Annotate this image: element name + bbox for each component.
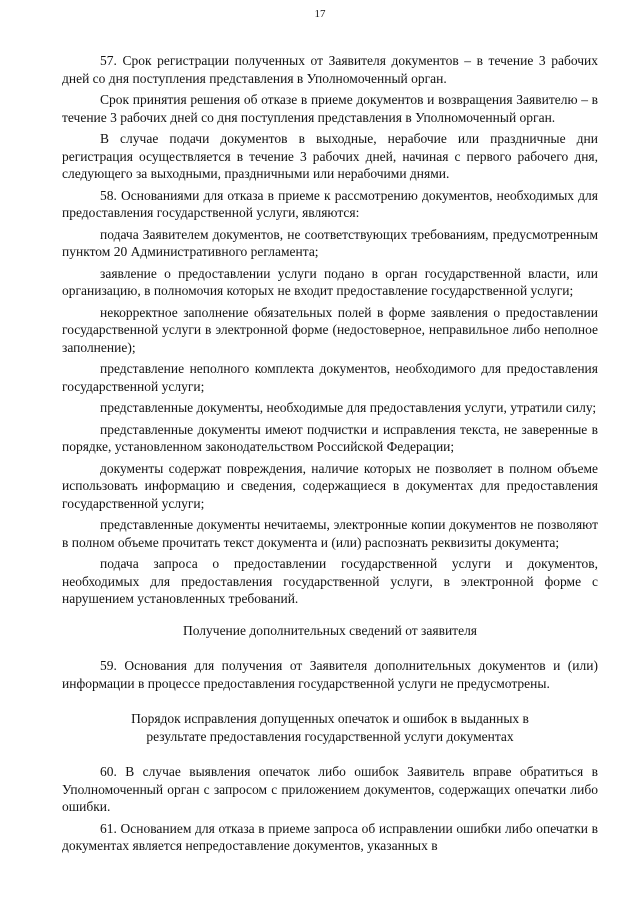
list-item: некорректное заполнение обязательных полей в форме заявления о предоставлении государственной услуги в электронной форме (недостоверное, неправильное либо неполное заполнение); (62, 304, 598, 355)
section-heading-corrections (62, 710, 598, 745)
list-item: подача запроса о предоставлении государственной услуги и документов, необходимых для предоставления государственной услуги, в электронной форме с нарушением установленных требований. (62, 556, 598, 606)
paragraph-weekend-registration: В случае подачи документов в выходные, нерабочие или праздничные дни регистрация осуществляется в течение 3 рабочих дней, начиная с первого рабочего дня, следующего за выходными, праздничными или нерабочими днями. (62, 131, 598, 181)
paragraph-59: 59. Основания для получения от Заявителя дополнительных документов и (или) информации в процессе предоставления государственной услуги не предусмотрены. (62, 658, 598, 691)
page-number: 17 (314, 8, 326, 20)
section-heading-line: Порядок исправления допущенных опечаток и ошибок в выданных в (131, 711, 529, 726)
list-item: документы содержат повреждения, наличие которых не позволяет в полном объеме использовать информацию и сведения, содержащиеся в документах для предоставления государственной услуги; (62, 460, 598, 511)
list-item: заявление о предоставлении услуги подано в орган государственной власти, или организацию, в полномочия которых не входит предоставление государственной услуги; (62, 265, 598, 298)
list-item: представленные документы, необходимые для предоставления услуги, утратили силу; (100, 400, 597, 415)
paragraph-57: 57. Срок регистрации полученных от Заявителя документов – в течение 3 рабочих дней со дня поступления представления в Уполномоченный орган. (62, 53, 598, 86)
document-body (62, 52, 598, 859)
paragraph-60: 60. В случае выявления опечаток либо ошибок Заявитель вправе обратиться в Уполномоченный орган с запросом с приложением документов, содержащих опечатки либо ошибки. (62, 764, 598, 814)
list-item: подача Заявителем документов, не соответствующих требованиям, предусмотренным пунктом 20 Административного регламента; (62, 226, 598, 259)
list-item: представление неполного комплекта документов, необходимого для предоставления государственной услуги; (62, 361, 598, 394)
section-heading-line: результате предоставления государственной услуги документах (146, 728, 514, 744)
paragraph-return-term: Срок принятия решения об отказе в приеме документов и возвращения Заявителю – в течение 3 рабочих дней со дня поступления представления в Уполномоченный орган. (62, 92, 598, 125)
list-item: представленные документы нечитаемы, электронные копии документов не позволяют в полном объеме прочитать текст документа и (или) распознать реквизиты документа; (62, 517, 598, 550)
paragraph-61: 61. Основанием для отказа в приеме запроса об исправлении ошибки либо опечатки в документах является непредоставление документов, указанных в (62, 820, 598, 853)
list-item: представленные документы имеют подчистки и исправления текста, не заверенные в порядке, установленном законодательством Российской Федерации; (62, 421, 598, 454)
paragraph-58: 58. Основаниями для отказа в приеме к рассмотрению документов, необходимых для предоставления государственной услуги, являются: (62, 187, 598, 220)
section-heading-additional-info: Получение дополнительных сведений от заявителя (182, 622, 478, 638)
